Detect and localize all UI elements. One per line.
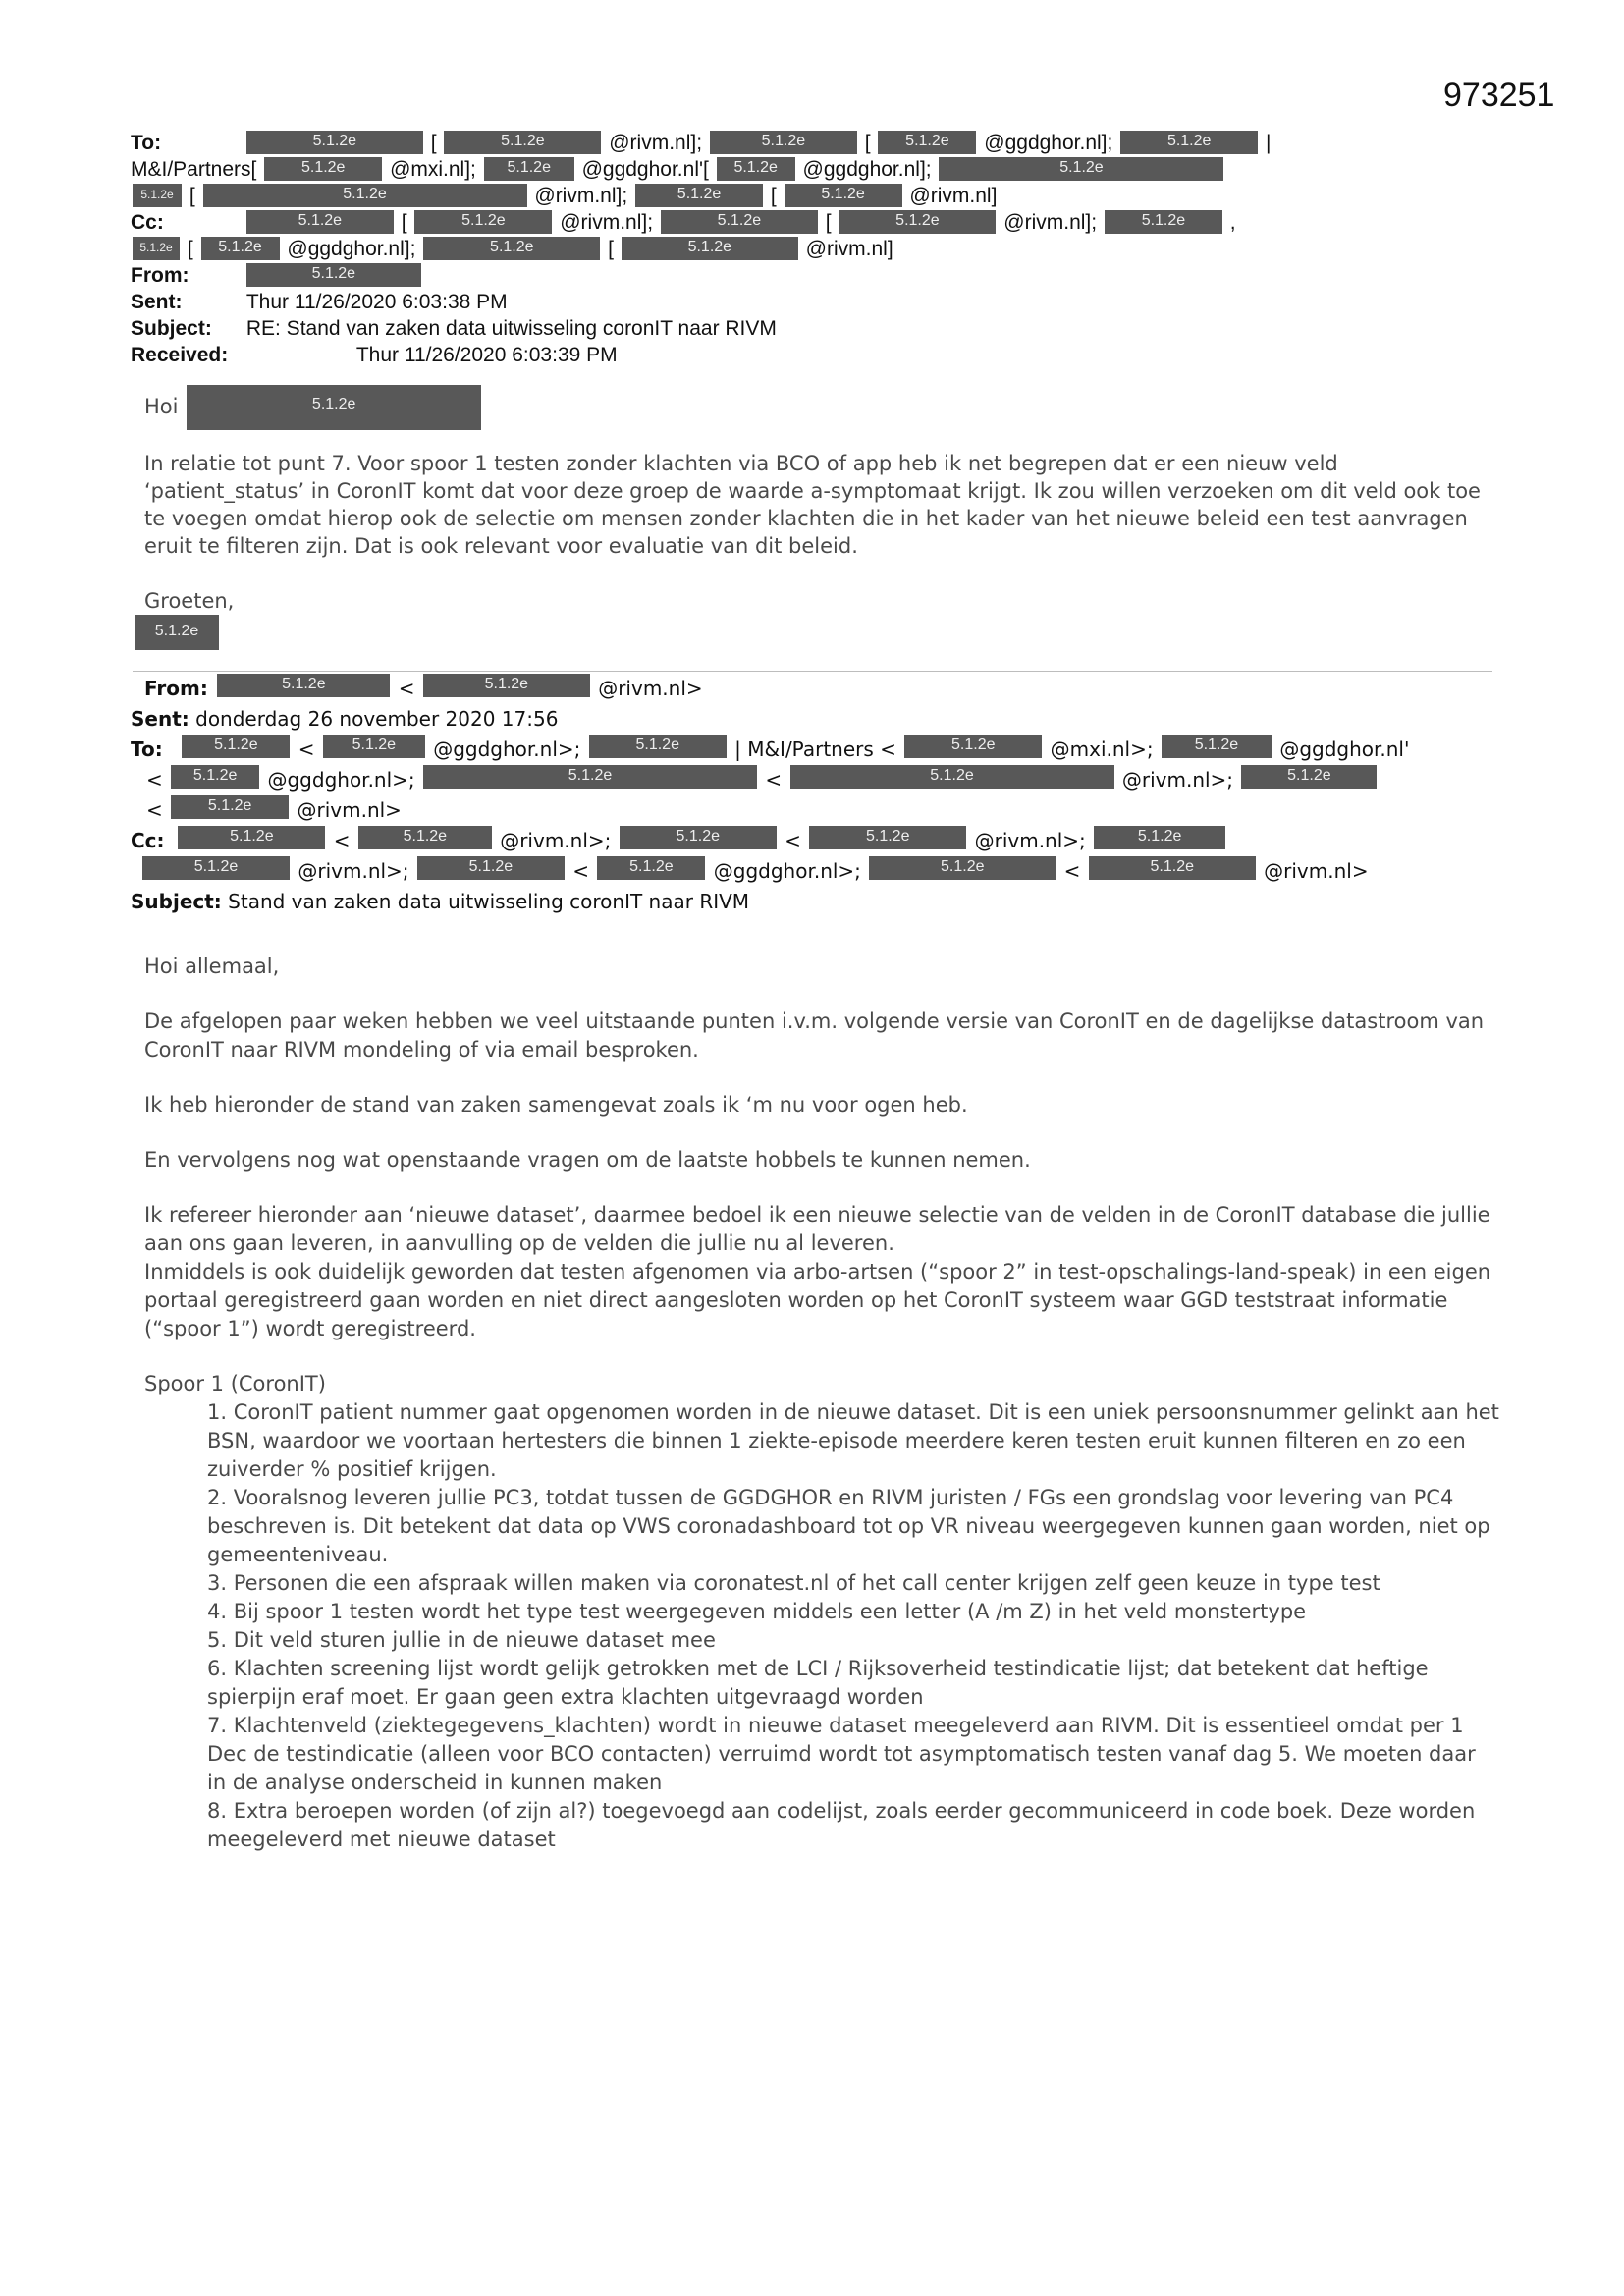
body-paragraph: Inmiddels is ook duidelijk geworden dat testen afgenomen via arbo-artsen (“spoor 2” in test-opschalings-land-speak) in een eigen portaal geregistreerd gaan worden en niet direct aangesloten worden op het CoronIT systeem waar GGD teststraat informatie (“spoor 1”) wordt geregistreerd.: [144, 1260, 1491, 1340]
reply-paragraph: In relatie tot punt 7. Voor spoor 1 testen zonder klachten via BCO of app heb ik net begrepen dat er een nieuw veld ‘patient_status’ in CoronIT komt dat voor deze groep de waarde a-symptomaat krijgt. Ik zou willen verzoeken om dit veld ook toe te voegen omdat hierop ook de selectie om mensen zonder klachten die in het kader van het nieuwe beleid een test aanvragen eruit te filteren zijn. Dat is ook relevant voor evaluatie van dit beleid.: [144, 452, 1481, 558]
to-label: To:: [131, 132, 162, 154]
reply-greeting: Hoi: [144, 395, 179, 418]
redaction: 5.1.2e: [878, 131, 976, 154]
from-label: From:: [131, 264, 189, 287]
redaction: 5.1.2e: [904, 735, 1042, 758]
fwd-to-label: To:: [131, 738, 163, 761]
forwarded-body: [144, 953, 1499, 1854]
fwd-sent-value: donderdag 26 november 2020 17:56: [195, 707, 559, 731]
domain-rivm: @rivm.nl]: [909, 185, 998, 207]
list-item: 4. Bij spoor 1 testen wordt het type test weergegeven middels een letter (A /m Z) in het veld monstertype: [207, 1600, 1307, 1623]
lt: <: [333, 829, 351, 852]
redaction: 5.1.2e: [1089, 856, 1256, 880]
domain-mxi: @mxi.nl];: [390, 158, 476, 181]
redaction: 5.1.2e: [620, 826, 777, 849]
body-paragraph: De afgelopen paar weken hebben we veel uitstaande punten i.v.m. volgende versie van CoronIT en de dagelijkse datastroom van CoronIT naar RIVM mondeling of via email besproken.: [144, 1010, 1485, 1062]
redaction: 5.1.2e: [1120, 131, 1258, 154]
domain-rivm: @rivm.nl]: [805, 238, 893, 260]
bracket: [: [770, 185, 777, 207]
lt: <: [1063, 859, 1081, 883]
domain-rivm: @rivm.nl>: [598, 677, 703, 700]
redaction: 5.1.2e: [246, 210, 394, 234]
redaction: 5.1.2e: [264, 157, 382, 181]
lt: <: [785, 829, 801, 852]
fwd-subject-label: Subject:: [131, 890, 222, 913]
redaction: 5.1.2e: [1094, 826, 1225, 849]
redaction: 5.1.2e: [358, 826, 492, 849]
domain-mxi: @mxi.nl>;: [1050, 738, 1154, 761]
document-number: 973251: [1443, 77, 1555, 114]
spoor1-list: [144, 1398, 1499, 1854]
body-greeting: Hoi allemaal,: [144, 955, 280, 978]
redaction: 5.1.2e: [217, 674, 390, 697]
lt: <: [146, 798, 163, 822]
redaction: 5.1.2e: [133, 184, 182, 207]
redaction: 5.1.2e: [423, 237, 600, 260]
fwd-sent-label: Sent:: [131, 707, 189, 731]
redaction: 5.1.2e: [423, 765, 757, 789]
domain-ggdghor: @ggdghor.nl];: [984, 132, 1113, 154]
redaction: 5.1.2e: [133, 237, 180, 260]
received-value: Thur 11/26/2020 6:03:39 PM: [355, 344, 618, 366]
redaction: 5.1.2e: [1105, 210, 1222, 234]
domain-ggdghor: @ggdghor.nl>;: [267, 768, 415, 792]
redaction: 5.1.2e: [323, 735, 425, 758]
fwd-subject-value: Stand van zaken data uitwisseling coronIT naar RIVM: [228, 890, 750, 913]
redaction: 5.1.2e: [246, 263, 421, 287]
redaction: 5.1.2e: [178, 826, 325, 849]
domain-rivm: @rivm.nl>;: [1121, 768, 1234, 792]
redaction: 5.1.2e: [717, 157, 795, 181]
redaction: 5.1.2e: [635, 184, 763, 207]
redaction: 5.1.2e: [622, 237, 798, 260]
redaction: 5.1.2e: [661, 210, 818, 234]
list-item: 1. CoronIT patient nummer gaat opgenomen worden in de nieuwe dataset. Dit is een uniek persoonsnummer gelinkt aan het BSN, waardoor we voortaan hertesters die binnen 1 ziekte-episode meerdere keren testen eruit kunnen filteren en zo een zuiverder % positief krijgen.: [207, 1400, 1499, 1481]
divider: [133, 671, 1492, 672]
bracket: [: [401, 211, 407, 234]
redaction: 5.1.2e: [187, 385, 481, 430]
body-paragraph: Ik refereer hieronder aan ‘nieuwe dataset’, daarmee bedoel ik een nieuwe selectie van de velden in de CoronIT database die jullie aan ons gaan leveren, in aanvulling op de velden die jullie nu al leveren.: [144, 1203, 1490, 1255]
mi-partners: M&I/Partners[: [131, 158, 257, 181]
domain-rivm: @rivm.nl];: [534, 185, 628, 207]
redaction: 5.1.2e: [171, 765, 259, 789]
redaction: 5.1.2e: [869, 856, 1056, 880]
cc-label: Cc:: [131, 211, 164, 234]
list-item: 7. Klachtenveld (ziektegegevens_klachten) wordt in nieuwe dataset meegeleverd aan RIVM. Dit is essentieel omdat per 1 Dec de testindicatie (alleen voor BCO contacten) verruimd wordt tot asymptomatisch testen vanaf dag 5. We moeten daar in de analyse onderscheid in kunnen maken: [207, 1714, 1476, 1794]
sent-value: Thur 11/26/2020 6:03:38 PM: [245, 291, 508, 313]
redaction: 5.1.2e: [135, 615, 219, 650]
domain-rivm: @rivm.nl>;: [500, 829, 612, 852]
redaction: 5.1.2e: [201, 237, 280, 260]
redaction: 5.1.2e: [246, 131, 423, 154]
domain-ggdghor: @ggdghor.nl];: [287, 238, 416, 260]
redaction: 5.1.2e: [423, 674, 590, 697]
list-item: 8. Extra beroepen worden (of zijn al?) toegevoegd aan codelijst, zoals eerder gecommuniceerd in code boek. Deze worden meegeleverd met nieuwe dataset: [207, 1799, 1476, 1851]
redaction: 5.1.2e: [414, 210, 552, 234]
bracket: [: [608, 238, 614, 260]
domain-rivm: @rivm.nl>;: [298, 859, 409, 883]
redaction: 5.1.2e: [939, 157, 1223, 181]
list-item: 3. Personen die een afspraak willen maken via coronatest.nl of het call center krijgen zelf geen keuze in type test: [207, 1571, 1380, 1595]
redaction: 5.1.2e: [1241, 765, 1377, 789]
redaction: 5.1.2e: [710, 131, 857, 154]
redaction: 5.1.2e: [1162, 735, 1272, 758]
domain-ggdghor: @ggdghor.nl'[: [581, 158, 709, 181]
lt: <: [572, 859, 590, 883]
lt: <: [398, 677, 415, 700]
bracket: [: [187, 238, 193, 260]
received-label: Received:: [131, 344, 229, 366]
domain-rivm: @rivm.nl];: [609, 132, 703, 154]
domain-ggdghor: @ggdghor.nl>;: [433, 738, 581, 761]
redaction: 5.1.2e: [417, 856, 565, 880]
bracket: [: [430, 132, 437, 154]
domain-rivm: @rivm.nl];: [560, 211, 654, 234]
redaction: 5.1.2e: [839, 210, 996, 234]
subject-value: RE: Stand van zaken data uitwisseling coronIT naar RIVM: [245, 317, 777, 340]
redaction: 5.1.2e: [203, 184, 527, 207]
comma: ,: [1229, 211, 1236, 234]
redaction: 5.1.2e: [597, 856, 705, 880]
domain-rivm: @rivm.nl>: [1264, 859, 1369, 883]
domain-ggdghor: @ggdghor.nl];: [802, 158, 932, 181]
domain-rivm: @rivm.nl>: [297, 798, 402, 822]
fwd-from-label: From:: [144, 677, 208, 700]
subject-label: Subject:: [131, 317, 212, 340]
mi-partners: | M&I/Partners <: [734, 738, 896, 761]
redaction: 5.1.2e: [790, 765, 1114, 789]
redaction: 5.1.2e: [142, 856, 290, 880]
redaction: 5.1.2e: [171, 795, 289, 819]
body-paragraph: Ik heb hieronder de stand van zaken samengevat zoals ik ‘m nu voor ogen heb.: [144, 1093, 968, 1117]
redaction: 5.1.2e: [809, 826, 966, 849]
reply-body: [144, 385, 1489, 650]
redaction: 5.1.2e: [484, 157, 574, 181]
domain-ggdghor: @ggdghor.nl>;: [713, 859, 861, 883]
redaction: 5.1.2e: [182, 735, 290, 758]
section-heading: Spoor 1 (CoronIT): [144, 1372, 326, 1395]
sent-label: Sent:: [131, 291, 183, 313]
fwd-cc-label: Cc:: [131, 829, 165, 852]
domain-ggdghor: @ggdghor.nl': [1279, 738, 1410, 761]
list-item: 5. Dit veld sturen jullie in de nieuwe dataset mee: [207, 1628, 716, 1652]
bracket: [: [189, 185, 195, 207]
pipe: |: [1266, 132, 1272, 154]
list-item: 2. Vooralsnog leveren jullie PC3, totdat tussen de GGDGHOR en RIVM juristen / FGs een grondslag voor levering van PC4 beschreven is. Dit betekent dat data op VWS coronadashboard tot op VR niveau weergegeven kunnen gaan worden, niet op gemeenteniveau.: [207, 1486, 1490, 1566]
domain-rivm: @rivm.nl>;: [974, 829, 1086, 852]
lt: <: [298, 738, 315, 761]
redaction: 5.1.2e: [444, 131, 601, 154]
reply-closing: Groeten,: [144, 589, 235, 613]
bracket: [: [864, 132, 871, 154]
redaction: 5.1.2e: [589, 735, 727, 758]
list-item: 6. Klachten screening lijst wordt gelijk getrokken met de LCI / Rijksoverheid testindicatie lijst; dat betekent dat heftige spierpijn eraf moet. Er gaan geen extra klachten uitgevraagd worden: [207, 1657, 1429, 1709]
lt: <: [146, 768, 163, 792]
redaction: 5.1.2e: [785, 184, 902, 207]
lt: <: [765, 768, 783, 792]
domain-rivm: @rivm.nl];: [1003, 211, 1098, 234]
bracket: [: [825, 211, 832, 234]
body-paragraph: En vervolgens nog wat openstaande vragen om de laatste hobbels te kunnen nemen.: [144, 1148, 1031, 1172]
